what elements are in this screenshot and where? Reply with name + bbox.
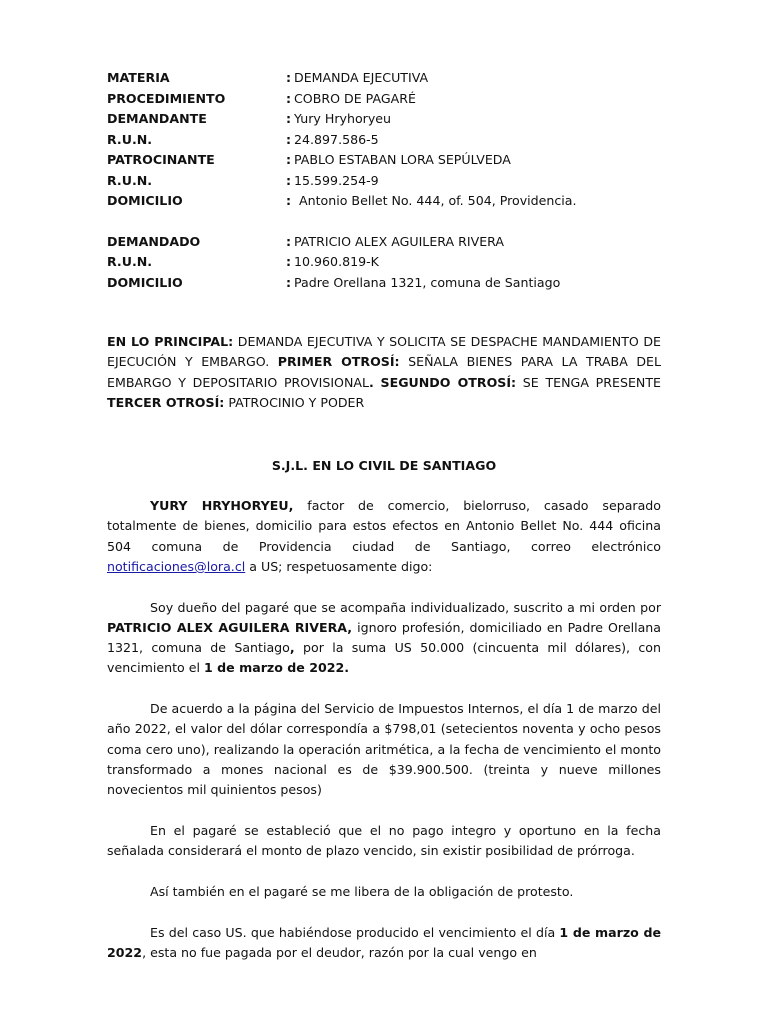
header-value: COBRO DE PAGARÉ <box>294 90 416 106</box>
plaintiff-name: YURY HRYHORYEU, <box>150 498 294 513</box>
header-colon: : <box>286 70 292 85</box>
header-row-domicilio-patrocinante <box>107 191 667 212</box>
header-colon: : <box>286 131 292 147</box>
header-colon: : <box>286 254 292 269</box>
body-text <box>107 496 661 984</box>
paragraph-6-a: Es del caso US. que habiéndose producido el vencimiento el día <box>150 924 560 940</box>
header-row-materia <box>107 68 667 89</box>
paragraph-4: En el pagaré se estableció que el no pago integro y oportuno en la fecha señalada considerará el monto de plazo vencido, sin existir posibilidad de prórroga. <box>107 823 661 859</box>
header-colon: : <box>286 111 292 126</box>
header-label: MATERIA <box>107 70 170 85</box>
principal-label: EN LO PRINCIPAL: <box>107 334 234 349</box>
otrosi3-label: TERCER OTROSÍ: <box>107 394 225 410</box>
due-date: 1 de marzo de 2022. <box>204 660 350 676</box>
header-value: PATRICIO ALEX AGUILERA RIVERA <box>294 233 505 249</box>
header-row-domicilio-demandado <box>107 273 667 294</box>
otrosi3-text: PATROCINIO Y PODER <box>224 394 365 410</box>
paragraph-3: De acuerdo a la página del Servicio de Impuestos Internos, el día 1 de marzo del año 2022, el valor del dólar correspondía a $798,01 (setecientos noventa y ocho pesos coma cero uno), realizando la operación aritmética, a la fecha de vencimiento el monto transformado a mones nacional es de $39.900.500. (treinta y nueve millones novecientos mil quinientos pesos) <box>107 701 661 798</box>
maturity-date: 1 de marzo de 2022 <box>107 924 661 960</box>
summary-block <box>107 332 661 413</box>
header-value: Antonio Bellet No. 444, of. 504, Providencia. <box>299 193 577 208</box>
header-label: PATROCINANTE <box>107 152 215 167</box>
paragraph-6 <box>107 923 661 964</box>
paragraph-1 <box>107 496 661 577</box>
paragraph-1-end: a US; respetuosamente digo: <box>245 558 433 574</box>
defendant-name: PATRICIO ALEX AGUILERA RIVERA, <box>107 619 353 635</box>
otrosi2-text: SE TENGA PRESENTE <box>516 374 661 390</box>
header-colon: : <box>286 152 292 167</box>
header-row-demandante <box>107 109 667 130</box>
header-label: DEMANDADO <box>107 233 201 249</box>
summary-paragraph <box>107 332 661 413</box>
header-colon: : <box>286 172 292 188</box>
header-row-patrocinante <box>107 150 667 171</box>
paragraph-2-c: por la suma US 50.000 (cincuenta mil dólares), con vencimiento el <box>107 640 661 676</box>
header-value: PABLO ESTABAN LORA SEPÚLVEDA <box>294 152 511 167</box>
header-label: R.U.N. <box>107 172 153 188</box>
header-colon: : <box>286 90 292 106</box>
header-label: R.U.N. <box>107 131 153 147</box>
paragraph-2 <box>107 598 661 679</box>
header-label: DOMICILIO <box>107 274 183 290</box>
header-value: 24.897.586-5 <box>294 131 379 147</box>
header-row-run-patrocinante <box>107 171 667 192</box>
header-row-run-demandante <box>107 130 667 151</box>
otrosi1-label: PRIMER OTROSÍ: <box>277 354 400 370</box>
header-colon: : <box>286 274 292 290</box>
header-row-run-demandado <box>107 252 667 273</box>
header-value: 10.960.819-K <box>294 254 379 269</box>
case-header <box>107 68 667 293</box>
header-value: DEMANDA EJECUTIVA <box>294 70 429 85</box>
court-heading: S.J.L. EN LO CIVIL DE SANTIAGO <box>271 458 497 473</box>
header-label: DEMANDANTE <box>107 111 207 126</box>
court-heading-block <box>107 456 661 476</box>
header-value: Padre Orellana 1321, comuna de Santiago <box>294 274 561 290</box>
header-colon: : <box>286 233 292 249</box>
paragraph-2-b: ignoro profesión, domiciliado en Padre Orellana 1321, comuna de Santiago <box>107 619 661 656</box>
paragraph-2-comma: , <box>289 640 295 656</box>
header-label: R.U.N. <box>107 254 153 269</box>
paragraph-1-text: factor de comercio, bielorruso, casado separado totalmente de bienes, domicilio para estos efectos en Antonio Bellet No. 444 oficina 504 comuna de Providencia ciudad de Santiago, correo electrónico <box>107 498 661 554</box>
otrosi1-text: SEÑALA BIENES PARA LA TRABA DEL EMBARGO Y DEPOSITARIO PROVISIONAL <box>107 354 662 390</box>
paragraph-5: Así también en el pagaré se me libera de la obligación de protesto. <box>150 884 574 900</box>
period: . <box>369 374 374 390</box>
otrosi2-label: SEGUNDO OTROSÍ: <box>380 374 517 390</box>
header-value: Yury Hryhoryeu <box>294 111 392 126</box>
header-label: DOMICILIO <box>107 193 183 208</box>
header-value: 15.599.254-9 <box>294 172 379 188</box>
email-link[interactable]: notificaciones@lora.cl <box>107 558 246 574</box>
principal-text: DEMANDA EJECUTIVA Y SOLICITA SE DESPACHE MANDAMIENTO DE EJECUCIÓN Y EMBARGO. <box>107 334 661 370</box>
header-row-procedimiento <box>107 89 667 110</box>
paragraph-6-b: , esta no fue pagada por el deudor, razón por la cual vengo en <box>142 945 537 960</box>
paragraph-2-a: Soy dueño del pagaré que se acompaña individualizado, suscrito a mi orden por <box>150 599 661 615</box>
header-colon: : <box>286 193 292 208</box>
header-row-demandado <box>107 232 667 253</box>
header-label: PROCEDIMIENTO <box>107 90 226 106</box>
